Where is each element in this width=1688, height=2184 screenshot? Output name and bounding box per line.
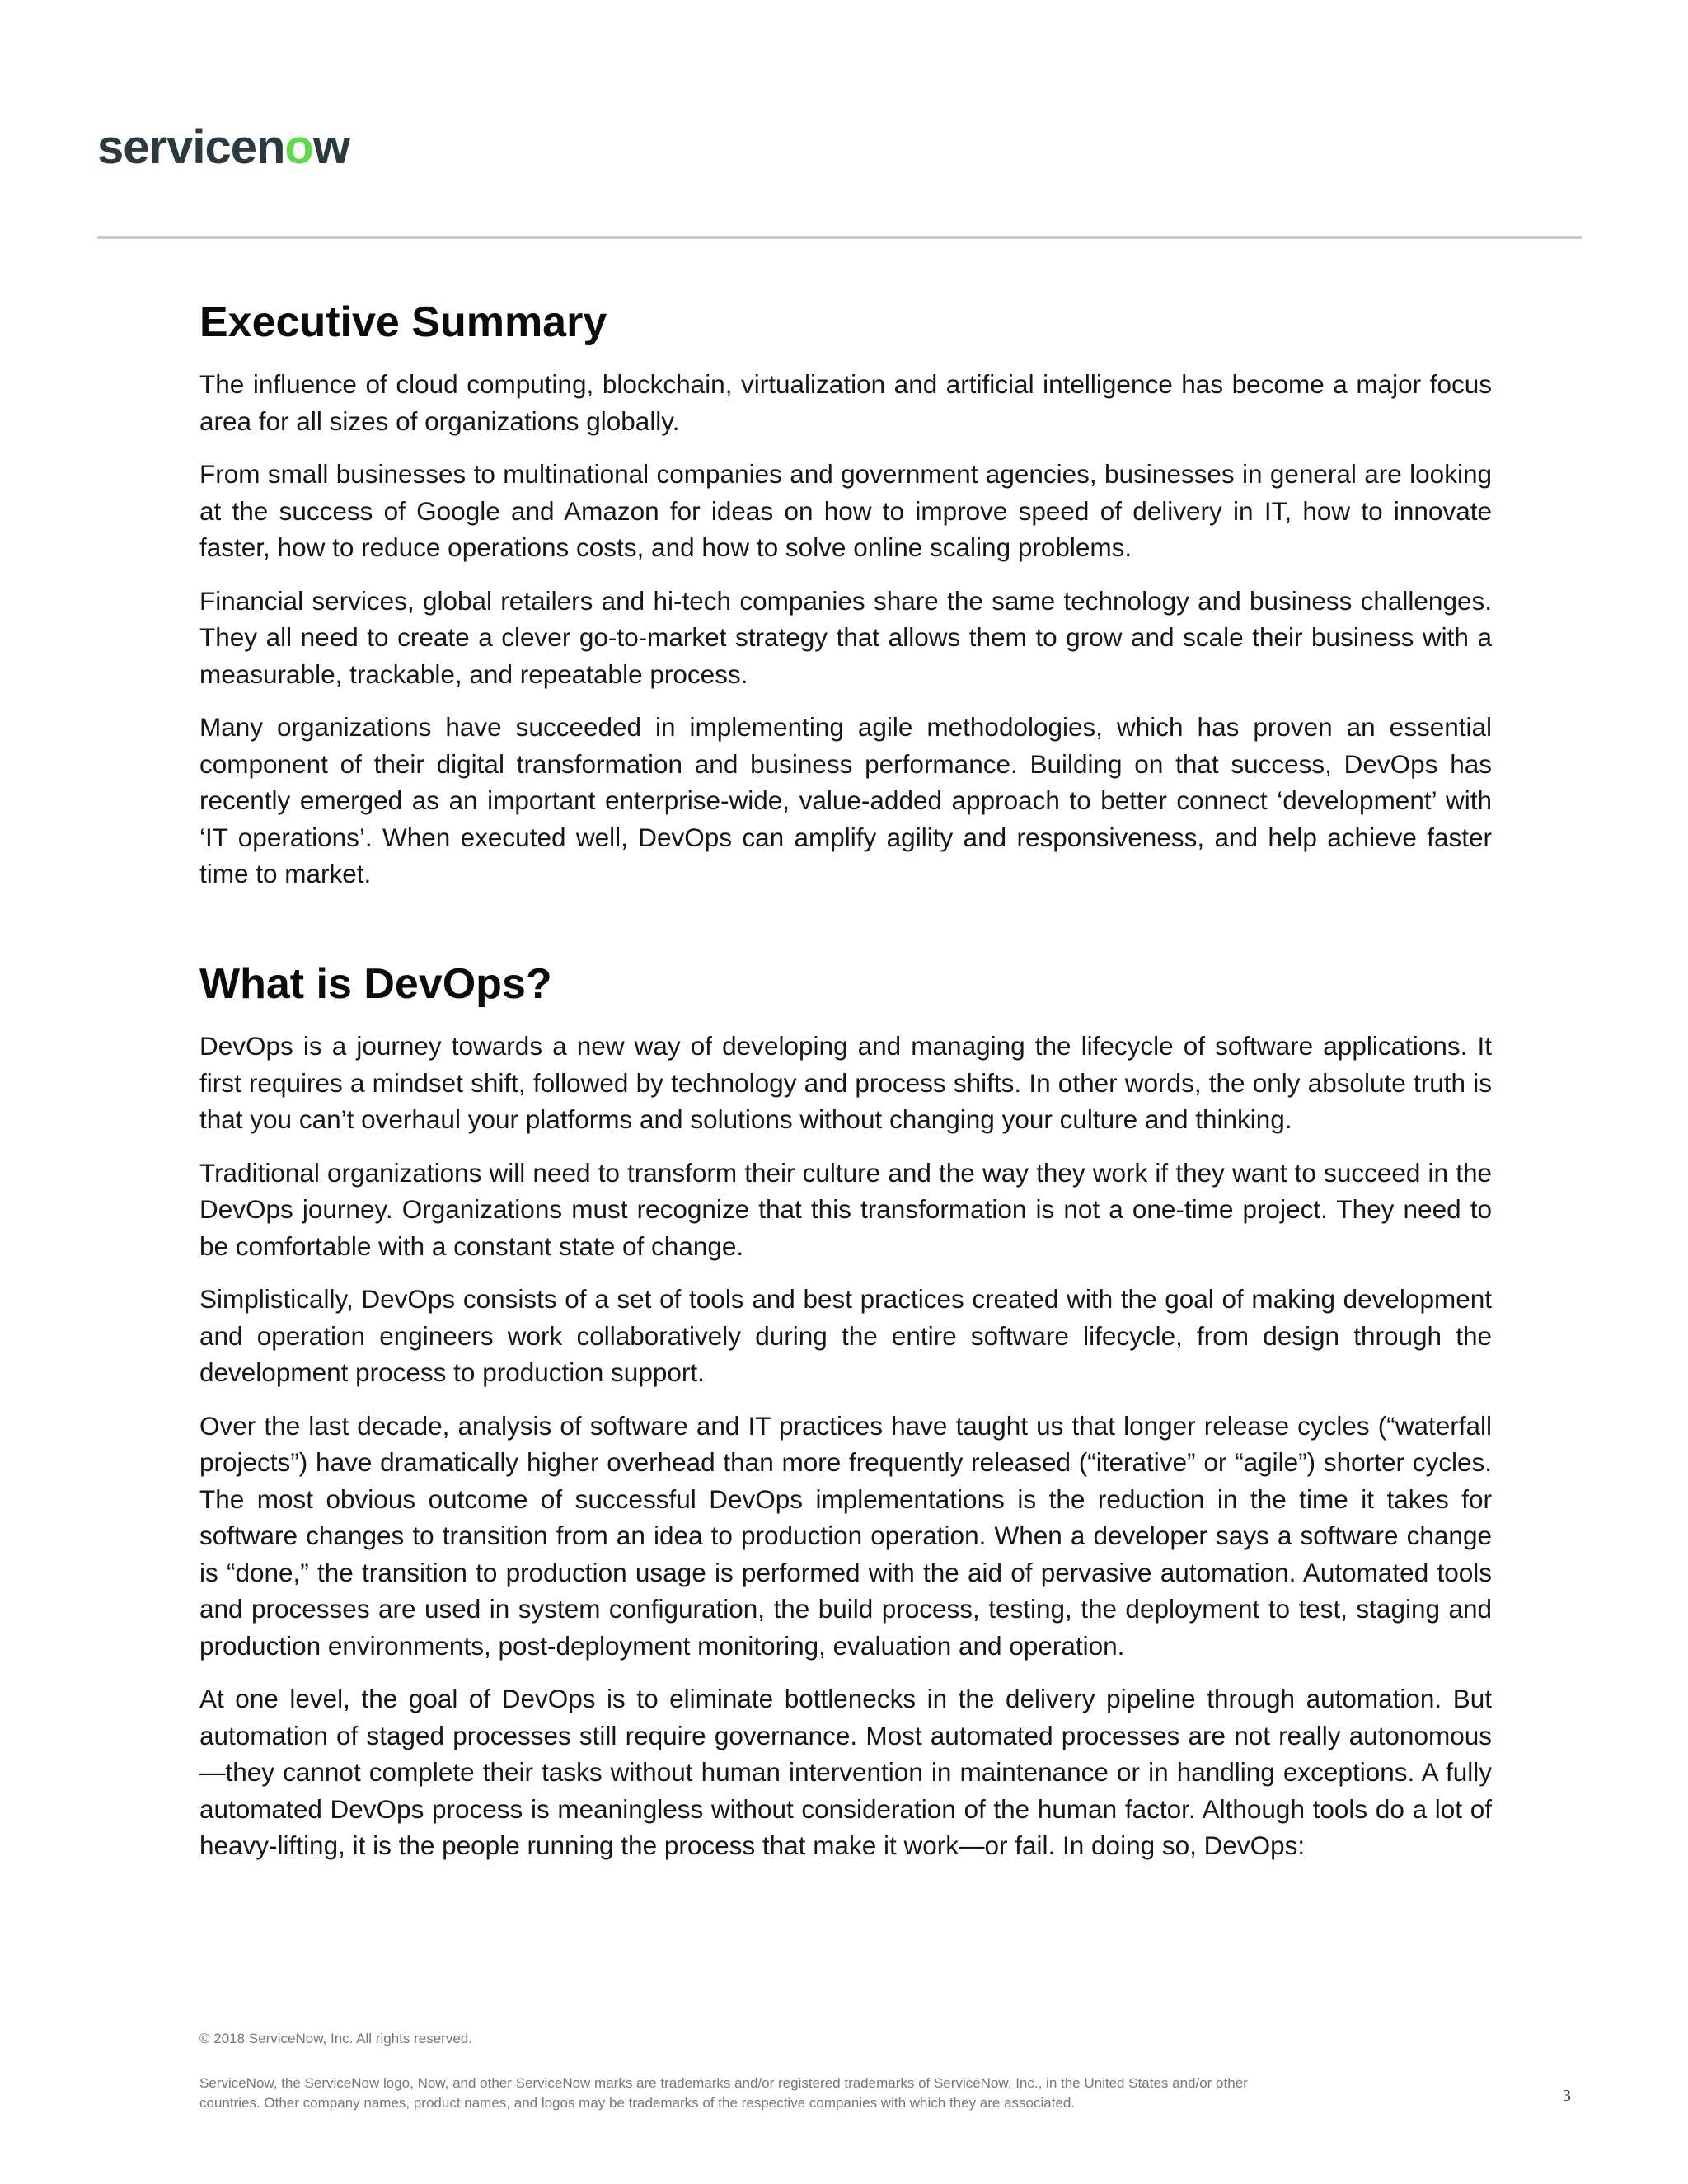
section-title-executive-summary: Executive Summary	[199, 298, 607, 346]
paragraph: Simplistically, DevOps consists of a set of tools and best practices created with the goal of making development and operation engineers work collaboratively during the entire software lifecycle, from design through the development process to production support.	[199, 1284, 1492, 1388]
header-divider	[97, 236, 1582, 239]
paragraph: Financial services, global retailers and hi-tech companies share the same technology and business challenges. They all need to create a clever go-to-market strategy that allows them to grow and scale their business with a measurable, trackable, and repeatable process.	[199, 585, 1492, 689]
section-title-what-is-devops: What is DevOps?	[199, 959, 552, 1008]
paragraph: DevOps is a journey towards a new way of developing and managing the lifecycle of software applications. It first requires a mindset shift, followed by technology and process shifts. In other words, the only absolute truth is that you can’t overhaul your platforms and solutions without changing your culture and thinking.	[199, 1031, 1492, 1135]
paragraph: From small businesses to multinational companies and government agencies, businesses in general are looking at the success of Google and Amazon for ideas on how to improve speed of delivery in IT, how to innovate faster, how to reduce operations costs, and how to solve online scaling problems.	[199, 459, 1492, 563]
trademark-notice-line-1: ServiceNow, the ServiceNow logo, Now, and other ServiceNow marks are trademarks and/or registered trademarks of ServiceNow, Inc., in the United States and/or other	[199, 2075, 1248, 2091]
main-content	[199, 297, 1492, 1881]
paragraph: Over the last decade, analysis of software and IT practices have taught us that longer release cycles (“waterfall projects”) have dramatically higher overhead than more frequently released (“iterative” or “agile”) shorter cycles. The most obvious outcome of successful DevOps implementations is the reduction in the time it takes for software changes to transition from an idea to production operation. When a developer says a software change is “done,” the transition to production usage is performed with the aid of pervasive automation. Automated tools and processes are used in system configuration, the build process, testing, the deployment to test, staging and production environments, post-deployment monitoring, evaluation and operation.	[199, 1410, 1492, 1661]
servicenow-logo	[97, 120, 349, 174]
paragraph: At one level, the goal of DevOps is to eliminate bottlenecks in the delivery pipeline through automation. But automation of staged processes still require governance. Most automated processes are not really autonomous—they cannot complete their tasks without human intervention in maintenance or in handling exceptions. A fully automated DevOps process is meaningless without consideration of the human factor. Although tools do a lot of heavy-lifting, it is the people running the process that make it work—or fail. In doing so, DevOps:	[199, 1684, 1492, 1861]
logo-o-mark: o	[284, 120, 313, 174]
paragraph: Many organizations have succeeded in implementing agile methodologies, which has proven an essential component of their digital transformation and business performance. Building on that success, DevOps has recently emerged as an important enterprise-wide, value-added approach to better connect ‘development’ with ‘IT operations’. When executed well, DevOps can amplify agility and responsiveness, and help achieve faster time to market.	[199, 712, 1492, 889]
logo-text-end: w	[312, 120, 349, 174]
paragraph: The influence of cloud computing, blockchain, virtualization and artificial intelligence has become a major focus area for all sizes of organizations globally.	[199, 369, 1492, 436]
paragraph: Traditional organizations will need to transform their culture and the way they work if they want to succeed in the DevOps journey. Organizations must recognize that this transformation is not a one-time project. They need to be comfortable with a constant state of change.	[199, 1157, 1492, 1261]
page-footer	[199, 2029, 1452, 2113]
trademark-notice-line-2: countries. Other company names, product names, and logos may be trademarks of the respective companies with which they are associated.	[199, 2095, 1076, 2111]
logo-text-main: servicen	[97, 120, 285, 174]
page-number: 3	[1563, 2087, 1571, 2105]
copyright-notice: © 2018 ServiceNow, Inc. All rights reserved.	[199, 2031, 472, 2046]
